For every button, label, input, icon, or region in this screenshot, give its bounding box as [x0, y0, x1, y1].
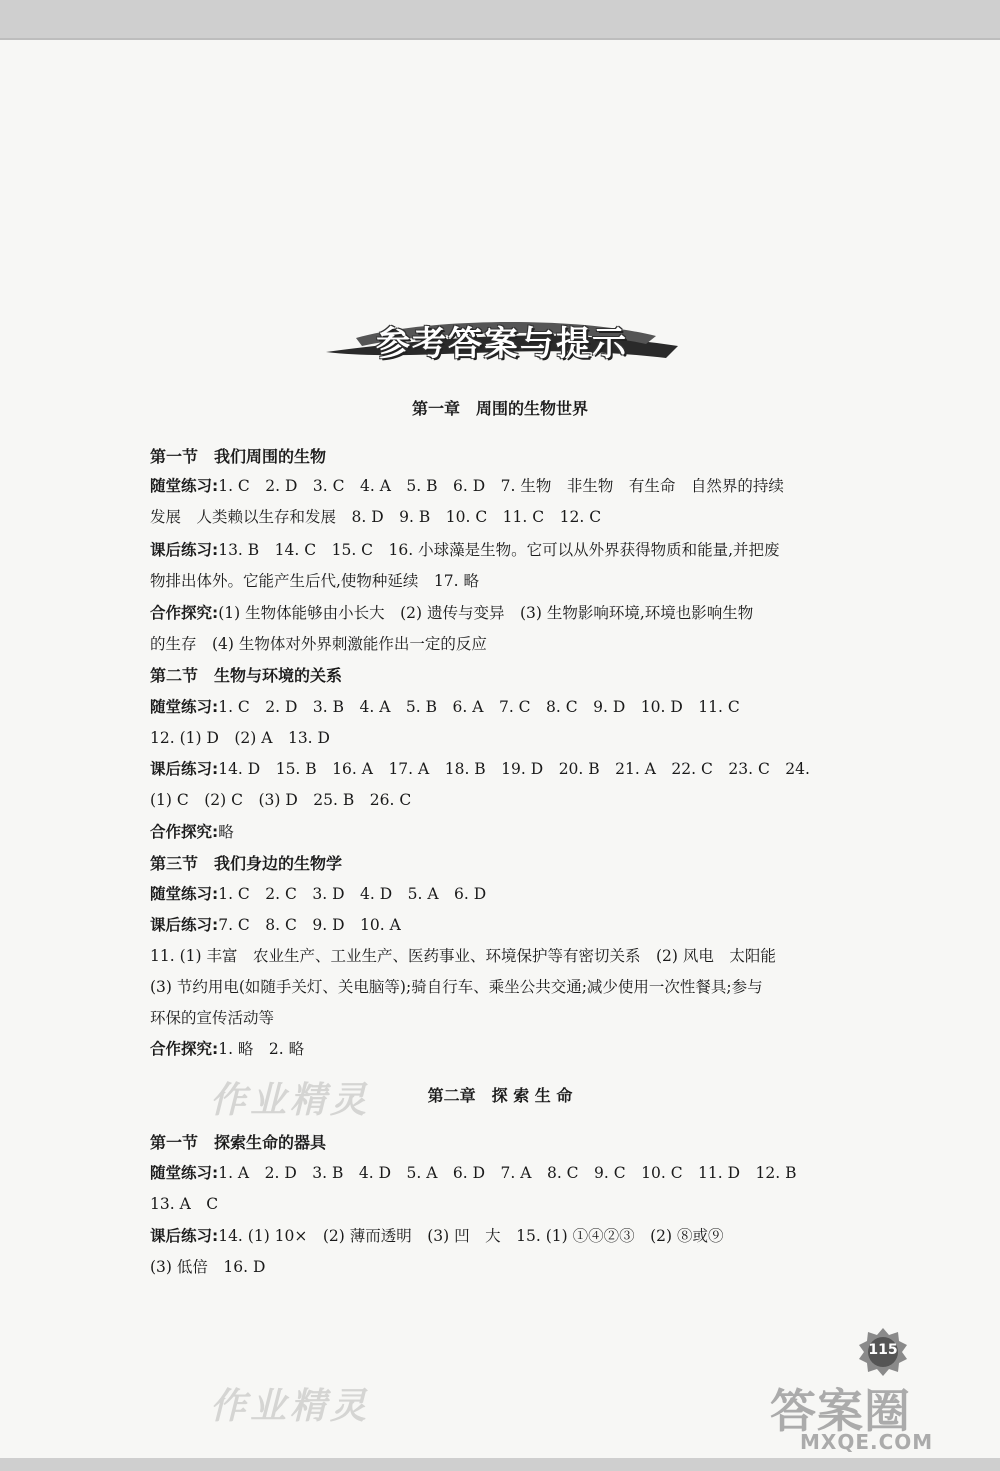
line-label: 课后练习:	[150, 541, 219, 559]
line-label: 随堂练习:	[150, 885, 219, 903]
section-heading: 第二节 生物与环境的关系	[150, 666, 343, 685]
line-text: 略	[218, 823, 234, 841]
line-text: 的生存 (4) 生物体对外界刺激能作出一定的反应	[150, 635, 487, 653]
line-text: 11. (1) 丰富 农业生产、工业生产、医药事业、环境保护等有密切关系 (2) 风电 太阳能	[150, 947, 776, 965]
answer-line	[150, 1255, 865, 1277]
line-text: 物排出体外。它能产生后代,使物种延续 17. 略	[150, 572, 480, 590]
answer-line	[150, 474, 865, 496]
line-text: (3) 低倍 16. D	[150, 1258, 266, 1276]
section-heading: 第一节 探索生命的器具	[150, 1133, 327, 1152]
corner-url: MXQE.COM	[800, 1430, 934, 1454]
section-heading: 第三节 我们身边的生物学	[150, 854, 343, 873]
line-label: 课后练习:	[150, 916, 219, 934]
answer-line	[150, 757, 865, 779]
line-text: 14. (1) 10× (2) 薄而透明 (3) 凹 大 15. (1) ①④②③ (2) ⑧或⑨	[218, 1227, 724, 1245]
answer-line	[150, 695, 865, 717]
line-label: 合作探究:	[150, 604, 219, 622]
corner-logo: 答案圈	[770, 1384, 911, 1438]
line-text: 环保的宣传活动等	[150, 1009, 275, 1027]
line-label: 随堂练习:	[150, 698, 219, 716]
document-page	[0, 38, 1000, 1458]
answer-line	[150, 882, 865, 904]
line-text: 1. C 2. C 3. D 4. D 5. A 6. D	[218, 885, 487, 903]
watermark-text: 作业精灵	[210, 1385, 371, 1427]
line-text: 7. C 8. C 9. D 10. A	[218, 916, 401, 934]
page-number: 115	[868, 1342, 898, 1358]
answer-line	[150, 632, 865, 654]
line-text: 1. 略 2. 略	[218, 1040, 305, 1058]
answer-line	[150, 788, 865, 810]
title-banner	[326, 308, 678, 366]
line-text: 13. B 14. C 15. C 16. 小球藻是生物。它可以从外界获得物质和能量,并把废	[218, 541, 780, 559]
line-text: 1. C 2. D 3. B 4. A 5. B 6. A 7. C 8. C 9. D 10. D 11. C	[218, 698, 740, 716]
answer-line	[150, 726, 865, 748]
answer-line	[150, 1037, 865, 1059]
line-label: 合作探究:	[150, 823, 219, 841]
line-text: 13. A C	[150, 1195, 219, 1213]
chapter-heading: 第一章 周围的生物世界	[411, 399, 588, 418]
chapter-heading: 第二章 探 索 生 命	[427, 1086, 573, 1105]
section-heading: 第一节 我们周围的生物	[150, 447, 327, 466]
line-text: 1. A 2. D 3. B 4. D 5. A 6. D 7. A 8. C 9. C 10. C 11. D 12. B	[218, 1164, 797, 1182]
answer-line	[150, 1224, 865, 1246]
line-label: 随堂练习:	[150, 477, 219, 495]
answer-line	[150, 1006, 865, 1028]
answer-line	[150, 569, 865, 591]
answer-line	[150, 505, 865, 527]
watermark-text: 作业精灵	[210, 1079, 371, 1121]
answer-line	[150, 601, 865, 623]
line-label: 课后练习:	[150, 1227, 219, 1245]
line-label: 合作探究:	[150, 1040, 219, 1058]
line-text: 12. (1) D (2) A 13. D	[150, 729, 330, 747]
answer-line	[150, 1161, 865, 1183]
page-number-badge	[858, 1327, 908, 1377]
line-text: 14. D 15. B 16. A 17. A 18. B 19. D 20. B 21. A 22. C 23. C 24.	[218, 760, 810, 778]
line-text: 发展 人类赖以生存和发展 8. D 9. B 10. C 11. C 12. C	[150, 508, 602, 526]
line-text: (1) C (2) C (3) D 25. B 26. C	[150, 791, 412, 809]
line-text: (1) 生物体能够由小长大 (2) 遗传与变异 (3) 生物影响环境,环境也影响生物	[218, 604, 754, 622]
line-text: 1. C 2. D 3. C 4. A 5. B 6. D 7. 生物 非生物 有生命 自然界的持续	[218, 477, 784, 495]
answer-line	[150, 1192, 865, 1214]
line-label: 随堂练习:	[150, 1164, 219, 1182]
answer-line	[150, 944, 865, 966]
answer-line	[150, 820, 865, 842]
line-label: 课后练习:	[150, 760, 219, 778]
answer-line	[150, 538, 865, 560]
line-text: (3) 节约用电(如随手关灯、关电脑等);骑自行车、乘坐公共交通;减少使用一次性餐具;参与	[150, 978, 763, 996]
answer-line	[150, 913, 865, 935]
page-title: 参考答案与提示	[376, 324, 628, 364]
answer-line	[150, 975, 865, 997]
